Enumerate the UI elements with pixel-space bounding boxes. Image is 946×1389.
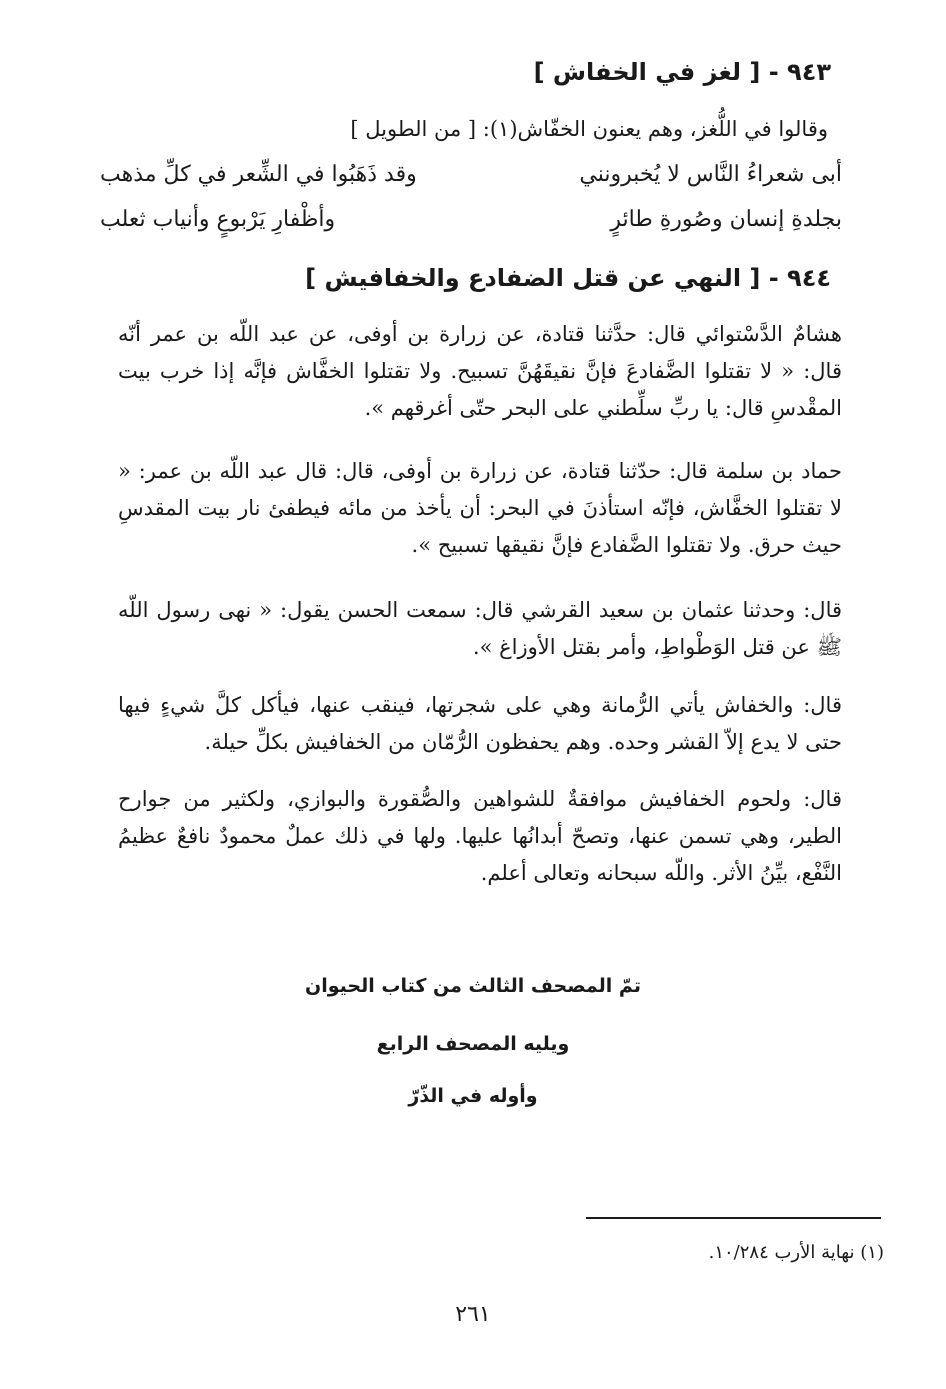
verse-2-first-hemistich: بجلدةِ إنسان وصُورةِ طائرٍ — [610, 207, 842, 232]
closing-line-3: وأوله في الذّرّ — [408, 1085, 538, 1107]
closing-line-2: ويليه المصحف الرابع — [376, 1033, 570, 1055]
verse-1-second-hemistich: وقد ذَهَبُوا في الشِّعر في كلِّ مذهب — [100, 162, 417, 187]
verse-1-first-hemistich: أبى شعراءُ النَّاس لا يُخبرونني — [579, 162, 842, 187]
paragraph-bat-meat: قال: ولحوم الخفافيش موافقةٌ للشواهين والصُّقورة والبوازي، ولكثير من جوارح الطير، وهي تسمن عنها، وتصحّ أبدانُها عليها. ولها في ذلك عملٌ محمودٌ نافعٌ عظيمُ النَّفْع، بيِّنُ الأثر. واللّه سبحانه وتعالى أعلم. — [118, 787, 842, 885]
paragraph-uthman: قال: وحدثنا عثمان بن سعيد القرشي قال: سمعت الحسن يقول: « نهى رسول اللّه ﷺ عن قتل الوَطْواطِ، وأمر بقتل الأوزاغ ». — [118, 598, 842, 659]
section-943-intro: وقالوا في اللُّغز، وهم يعنون الخفّاش(١): [ من الطويل ] — [350, 117, 828, 141]
section-944-heading: ٩٤٤ - [ النهي عن قتل الضفادع والخفافيش ] — [305, 264, 831, 292]
verse-line-1 — [100, 155, 842, 195]
page-number: ٢٦١ — [455, 1302, 491, 1327]
paragraph-pomegranate: قال: والخفاش يأتي الرُّمانة وهي على شجرتها، فينقب عنها، فيأكل كلَّ شيءٍ فيها حتى لا يدع إلاّ القشر وحده. وهم يحفظون الرُّمّان من الخفافيش بكلِّ حيلة. — [118, 693, 842, 754]
closing-line-1: تمّ المصحف الثالث من كتاب الحيوان — [305, 975, 641, 997]
paragraph-hisham: هشامٌ الدَّسْتوائي قال: حدَّثنا قتادة، عن زرارة بن أوفى، عن عبد اللّه بن عمر أنّه قال: « لا تقتلوا الضَّفادعَ فإنَّ نقيقَهُنَّ تسبيح. ولا تقتلوا الخفَّاش فإنَّه إذا خرب بيت المقْدسِ قال: يا ربِّ سلِّطني على البحر حتّى أغرقهم ». — [118, 322, 842, 420]
footnote-divider — [586, 1217, 881, 1219]
section-943-heading: ٩٤٣ - [ لغز في الخفاش ] — [533, 58, 831, 86]
paragraph-hammad: حماد بن سلمة قال: حدّثنا قتادة، عن زرارة بن أوفى، قال: قال عبد اللّه بن عمر: « لا تقتلوا الخفَّاش، فإنّه استأذنَ في البحر: أن يأخذ من مائه فيطفئ نار بيت المقدسِ حيث حرق. ولا تقتلوا الضَّفادع فإنَّ نقيقها تسبيح ». — [118, 459, 842, 557]
footnote: (١) نهاية الأرب ١٠/٢٨٤. — [708, 1242, 884, 1263]
verse-2-second-hemistich: وأظْفارِ يَرْبوعٍ وأنياب ثعلب — [100, 207, 336, 232]
verse-line-2 — [100, 200, 842, 240]
